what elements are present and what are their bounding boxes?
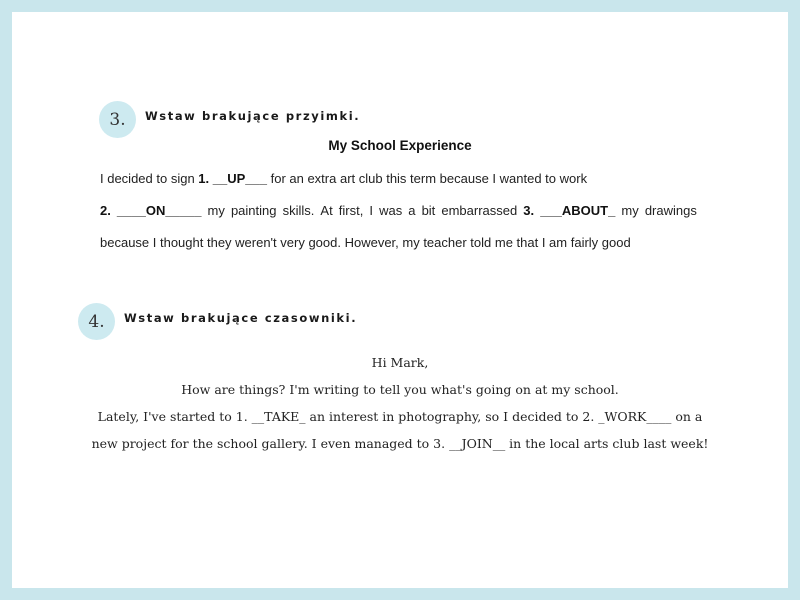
blank-1-number: 1. bbox=[198, 171, 210, 186]
line-2-word: I bbox=[369, 203, 374, 218]
line-2-word: At bbox=[320, 203, 333, 218]
line-2-word: first, bbox=[338, 203, 364, 218]
line-2-word: drawings bbox=[644, 203, 697, 218]
exercise-4-number: 4. bbox=[88, 311, 105, 332]
line-2-word: skills. bbox=[282, 203, 315, 218]
line-2-word: my bbox=[207, 203, 225, 218]
line-2-word: my bbox=[621, 203, 639, 218]
blank-3-answer: ___ABOUT_ bbox=[540, 203, 616, 218]
line-1-text-a: I decided to sign bbox=[100, 171, 199, 186]
line-2-word: bit bbox=[421, 203, 436, 218]
exercise-4-instruction: Wstaw brakujące czasowniki. bbox=[124, 311, 358, 325]
blank-1-answer: __UP___ bbox=[212, 171, 267, 186]
letter-line: new project for the school gallery. I even managed to 3. __JOIN__ in the local arts club last week! bbox=[91, 436, 709, 451]
blank-2-number: 2. bbox=[100, 203, 111, 218]
line-2-word: painting bbox=[230, 203, 277, 218]
letter-line: Lately, I've started to 1. __TAKE_ an interest in photography, so I decided to 2. _WORK____ on a bbox=[97, 409, 703, 424]
line-2-word: was bbox=[379, 203, 403, 218]
blank-2-answer: ____ON_____ bbox=[116, 203, 202, 218]
blank-3-number: 3. bbox=[523, 203, 535, 218]
line-2-word: embarrassed bbox=[441, 203, 518, 218]
exercise-3-number-badge bbox=[99, 101, 136, 138]
exercise-3-line-1 bbox=[100, 171, 587, 186]
exercise-4-number-badge bbox=[78, 303, 115, 340]
exercise-3-title: My School Experience bbox=[328, 138, 472, 153]
letter-line: How are things? I'm writing to tell you what's going on at my school. bbox=[181, 382, 619, 397]
exercise-3-instruction: Wstaw brakujące przyimki. bbox=[145, 109, 361, 123]
worksheet-page bbox=[12, 12, 788, 588]
line-2-word: a bbox=[408, 203, 416, 218]
exercise-3-line-2 bbox=[100, 203, 697, 218]
exercise-3-line-3: because I thought they weren't very good. However, my teacher told me that I am fairly good bbox=[100, 235, 631, 250]
line-1-text-b: for an extra art club this term because I wanted to work bbox=[266, 171, 588, 186]
letter-line-greeting: Hi Mark, bbox=[371, 355, 429, 370]
exercise-3-number: 3. bbox=[109, 109, 126, 130]
